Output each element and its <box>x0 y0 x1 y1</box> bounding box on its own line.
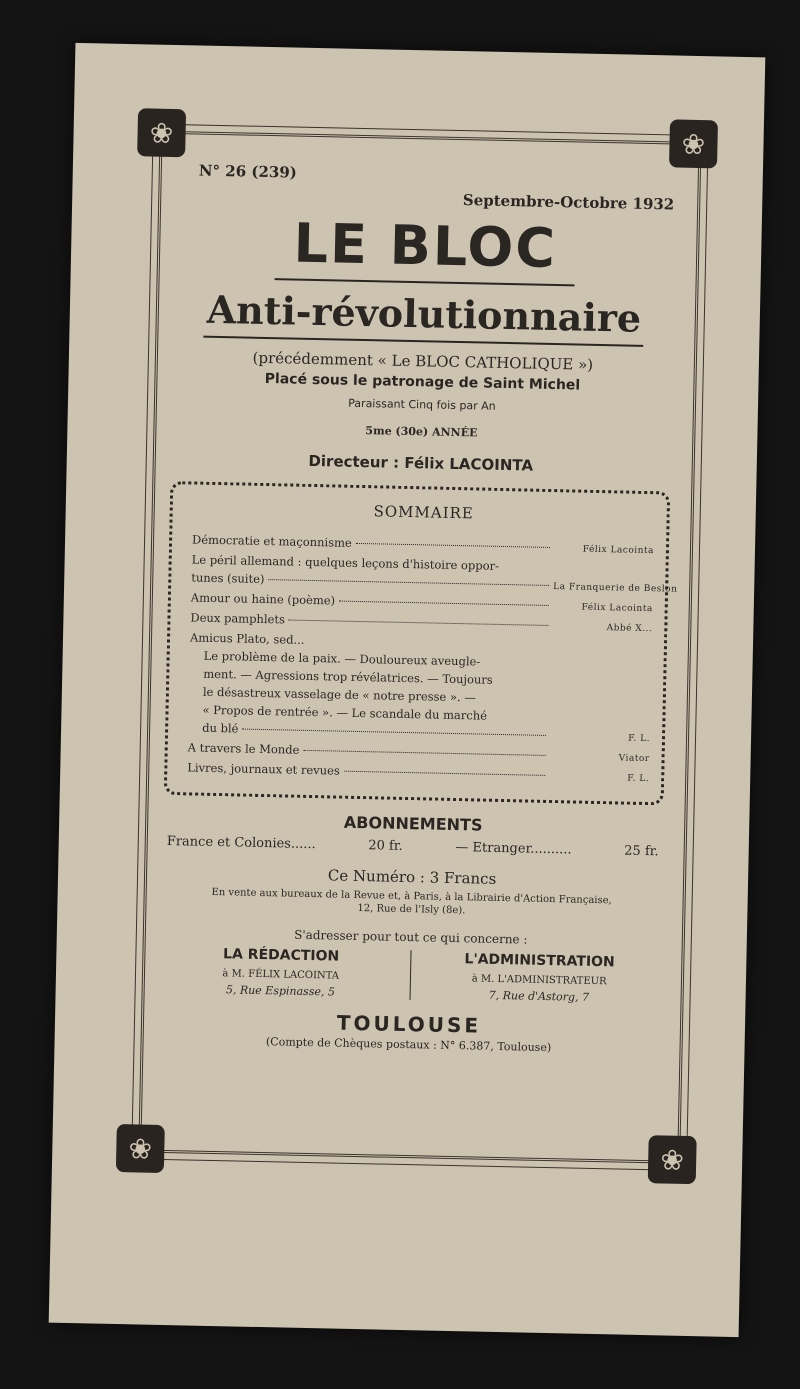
cheques-info: (Compte de Chèques postaux : N° 6.387, Toulouse) <box>265 1035 552 1055</box>
etranger-label: — Etranger.......... <box>455 840 572 858</box>
toc-item-title: tunes (suite) <box>191 570 265 586</box>
ornament-icon: ❀ <box>648 1135 697 1184</box>
administration-address: 7, Rue d'Astorg, 7 <box>488 988 590 1004</box>
toc-item-title: ment. — Agressions trop révélatrices. — Toujours <box>203 666 493 687</box>
toc-item-author: La Franquerie de Beslon <box>553 582 678 595</box>
administration-to: à M. L'ADMINISTRATEUR <box>471 973 607 988</box>
toc-leader <box>356 543 550 548</box>
abonnements-title: ABONNEMENTS <box>343 812 483 835</box>
sommaire-box <box>164 481 678 805</box>
toc-item-title: le désastreux vasselage de « notre presse ». — <box>202 684 476 705</box>
toc-item-title: Amicus Plato, sed... <box>189 630 305 647</box>
contact-intro: S'adresser pour tout ce qui concerne : <box>294 927 528 947</box>
toc-leader <box>242 729 546 736</box>
page-title: LE BLOC <box>293 211 558 281</box>
redaction-column <box>152 945 410 1000</box>
france-label: France et Colonies...... <box>166 834 316 853</box>
redaction-address: 5, Rue Espinasse, 5 <box>225 983 336 999</box>
toc-item-author: Félix Lacointa <box>582 544 655 557</box>
contact-columns <box>152 945 669 1006</box>
toc-item-title: du blé <box>202 720 239 736</box>
vente-line: 12, Rue de l'Isly (8e). <box>357 903 466 917</box>
toc-item-author: Félix Lacointa <box>581 602 653 615</box>
cover-content <box>150 141 685 1057</box>
abonnements-row <box>167 834 659 859</box>
subtitle: Anti-révolutionnaire <box>206 286 642 341</box>
city: TOULOUSE <box>336 1010 482 1038</box>
toc-leader <box>268 579 549 586</box>
issue-date: Septembre-Octobre 1932 <box>462 191 675 214</box>
etranger-price: 25 fr. <box>624 843 659 860</box>
patronage: Placé sous le patronage de Saint Michel <box>264 370 581 394</box>
issue-number: N° 26 (239) <box>198 161 298 182</box>
toc-item-author: F. L. <box>628 733 651 745</box>
ornament-icon: ❀ <box>116 1124 165 1173</box>
toc-item-title: Démocratie et maçonnisme <box>191 532 352 550</box>
toc-item-author: Abbé X... <box>606 623 653 635</box>
france-price: 20 fr. <box>368 838 403 854</box>
frequency: Paraissant Cinq fois par An <box>348 396 496 413</box>
toc-item-title: Le problème de la paix. — Douloureux aveugle- <box>203 648 481 669</box>
sommaire-title: SOMMAIRE <box>373 502 475 523</box>
toc-leader <box>289 620 548 626</box>
magazine-cover <box>49 43 766 1337</box>
redaction-head: LA RÉDACTION <box>222 946 340 965</box>
issue-row <box>198 162 675 214</box>
toc-item-author: Viator <box>618 753 650 765</box>
previous-title: (précédemment « Le BLOC CATHOLIQUE ») <box>252 348 594 374</box>
toc-item-title: Amour ou haine (poème) <box>190 590 336 608</box>
ornament-icon: ❀ <box>669 119 718 168</box>
numero-price: Ce Numéro : 3 Francs <box>327 866 497 888</box>
redaction-to: à M. FÉLIX LACOINTA <box>222 968 340 982</box>
toc-item-title: Deux pamphlets <box>190 610 286 627</box>
toc-list <box>187 530 678 788</box>
ornament-icon: ❀ <box>137 108 186 157</box>
toc-leader <box>303 750 545 756</box>
administration-column <box>409 950 668 1005</box>
toc-item-title: Le péril allemand : quelques leçons d'histoire oppor- <box>191 552 500 573</box>
toc-item-title: Livres, journaux et revues <box>187 760 340 778</box>
vente-info <box>153 885 669 922</box>
toc-item-title: « Propos de rentrée ». — Le scandale du marché <box>202 702 488 723</box>
toc-leader <box>344 771 545 776</box>
toc-item-title: A travers le Monde <box>187 740 300 757</box>
annee: 5me (30e) ANNÉE <box>365 424 478 440</box>
directeur: Directeur : Félix LACOINTA <box>308 451 534 475</box>
administration-head: L'ADMINISTRATION <box>464 951 615 971</box>
toc-item-author: F. L. <box>627 773 650 785</box>
toc-leader <box>339 601 549 606</box>
vente-line: En vente aux bureaux de la Revue et, à Paris, à la Librairie d'Action Française, <box>211 886 612 907</box>
